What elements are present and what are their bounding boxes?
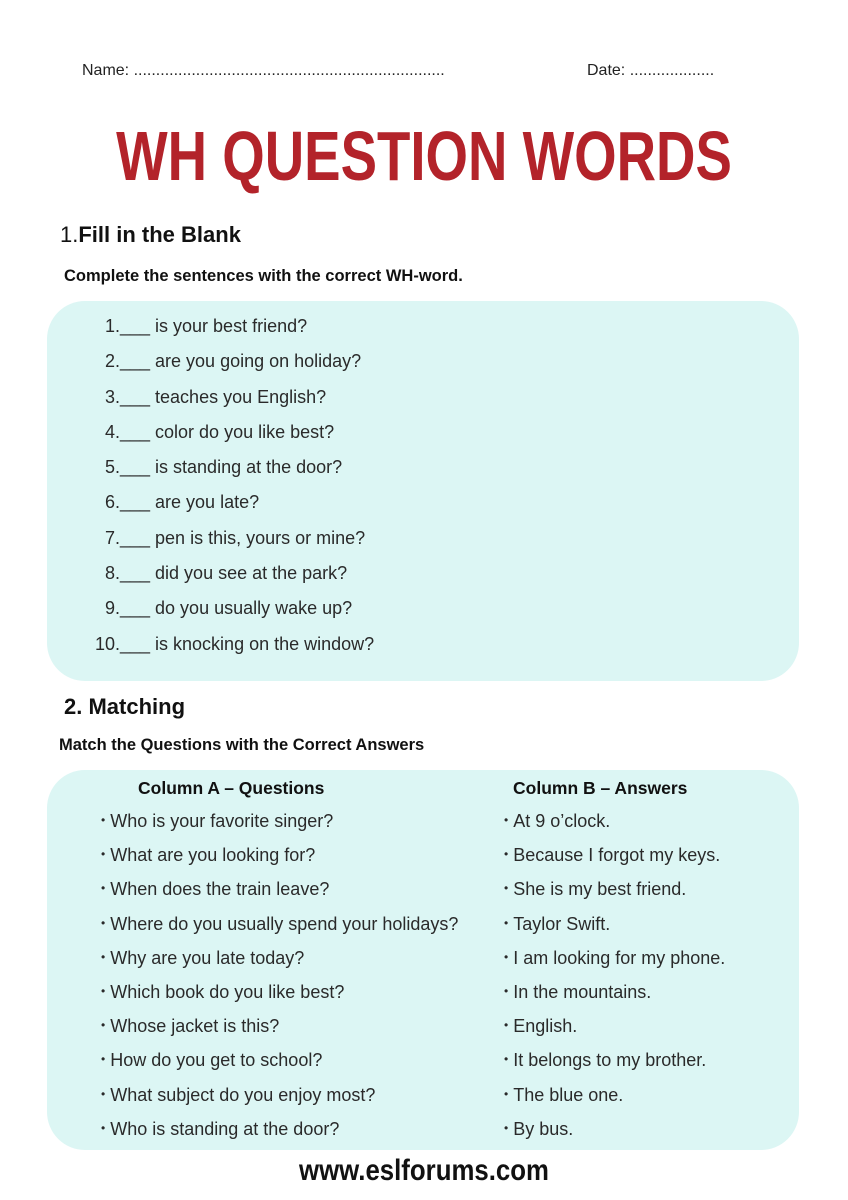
fib-item-number: 2. [104,351,120,372]
question-text: What subject do you enjoy most? [110,1084,376,1105]
question-text: Which book do you like best? [110,981,345,1002]
question-item [101,914,458,948]
section1-number: 1. [60,222,79,247]
answer-text: By bus. [513,1118,574,1139]
fib-item-number: 8. [104,563,120,584]
answer-item [504,845,725,879]
question-text: Where do you usually spend your holidays? [110,913,459,934]
fib-item-number: 5. [104,457,120,478]
answer-item [504,1119,725,1153]
section2-instruction: Match the Questions with the Correct Answers [59,736,425,754]
question-item [101,1016,458,1050]
fib-item-number: 10. [94,633,120,654]
fib-item-6 [92,492,374,527]
bullet-icon: • [504,881,509,896]
answer-text: It belongs to my brother. [513,1050,707,1071]
question-text: How do you get to school? [110,1050,323,1071]
answer-text: I am looking for my phone. [513,947,726,968]
bullet-icon: • [101,1086,106,1101]
fib-item-7 [92,528,374,563]
bullet-icon: • [101,915,106,930]
column-a-title: Column A – Questions [138,778,325,798]
fib-item-number: 3. [104,386,120,407]
fib-item-sentence: ___ teaches you English? [120,386,327,407]
answer-item [504,811,725,845]
answer-item [504,1016,725,1050]
answer-item [504,1085,725,1119]
bullet-icon: • [504,813,509,827]
fib-item-sentence: ___ pen is this, yours or mine? [120,527,366,548]
date-field-line: Date: ................... [587,62,715,79]
answer-text: In the mountains. [513,981,652,1002]
question-item [101,1050,458,1084]
answer-item [504,1050,725,1084]
name-field-line: Name: ...................................................................... [82,62,445,79]
bullet-icon: • [504,983,509,998]
column-b-title: Column B – Answers [513,778,688,798]
bullet-icon: • [504,1018,509,1033]
bullet-icon: • [504,949,509,964]
question-text: Who is standing at the door? [110,1118,340,1139]
fib-item-9 [92,598,374,633]
fib-item-number: 4. [104,421,120,442]
section1-heading [60,222,241,248]
answer-item [504,948,725,982]
fib-item-number: 9. [104,598,120,619]
fib-item-10 [92,634,374,669]
question-text: Whose jacket is this? [110,1016,280,1037]
fib-item-sentence: ___ is your best friend? [120,316,308,336]
answer-text: At 9 o’clock. [513,811,611,831]
question-item [101,879,458,913]
answer-text: Taylor Swift. [513,913,611,934]
bullet-icon: • [504,1086,509,1101]
fib-item-sentence: ___ color do you like best? [120,421,335,442]
bullet-icon: • [101,949,106,964]
question-text: When does the train leave? [110,879,330,900]
bullet-icon: • [101,847,106,862]
section1-heading-text: Fill in the Blank [78,222,241,247]
fib-item-3 [92,387,374,422]
fib-item-sentence: ___ are you late? [120,492,260,513]
bullet-icon: • [504,1052,509,1067]
fib-item-sentence: ___ are you going on holiday? [120,351,362,372]
bullet-icon: • [101,1120,106,1135]
fib-item-5 [92,457,374,492]
bullet-icon: • [101,813,106,827]
fib-item-1 [92,316,374,351]
question-text: What are you looking for? [110,845,316,866]
fib-item-number: 6. [104,492,120,513]
fib-item-2 [92,351,374,386]
answer-text: Because I forgot my keys. [513,845,721,866]
fib-item-number: 1. [104,316,120,336]
fib-item-4 [92,422,374,457]
question-text: Why are you late today? [110,947,305,968]
question-text: Who is your favorite singer? [110,811,334,831]
answer-text: She is my best friend. [513,879,687,900]
fib-item-number: 7. [104,527,120,548]
bullet-icon: • [101,983,106,998]
question-item [101,811,458,845]
question-item [101,982,458,1016]
answer-item [504,879,725,913]
fib-item-8 [92,563,374,598]
answer-item [504,914,725,948]
fib-item-sentence: ___ is knocking on the window? [120,633,375,654]
fib-item-sentence: ___ do you usually wake up? [120,598,353,619]
fill-in-blank-list [92,316,374,669]
answer-text: English. [513,1016,578,1037]
column-a-questions [101,811,458,1153]
fib-item-sentence: ___ did you see at the park? [120,563,348,584]
answer-item [504,982,725,1016]
bullet-icon: • [504,915,509,930]
bullet-icon: • [101,1052,106,1067]
bullet-icon: • [504,1120,509,1135]
question-item [101,948,458,982]
question-item [101,1119,458,1153]
bullet-icon: • [504,847,509,862]
question-item [101,845,458,879]
question-item [101,1085,458,1119]
answer-text: The blue one. [513,1084,624,1105]
column-b-answers [504,811,725,1153]
worksheet-title: WH QUESTION WORDS [116,117,732,195]
section2-heading: 2. Matching [64,694,186,719]
section1-instruction: Complete the sentences with the correct WH-word. [64,267,463,285]
fib-item-sentence: ___ is standing at the door? [120,457,343,478]
bullet-icon: • [101,1018,106,1033]
bullet-icon: • [101,881,106,896]
website-footer: www.eslforums.com [299,1154,549,1187]
